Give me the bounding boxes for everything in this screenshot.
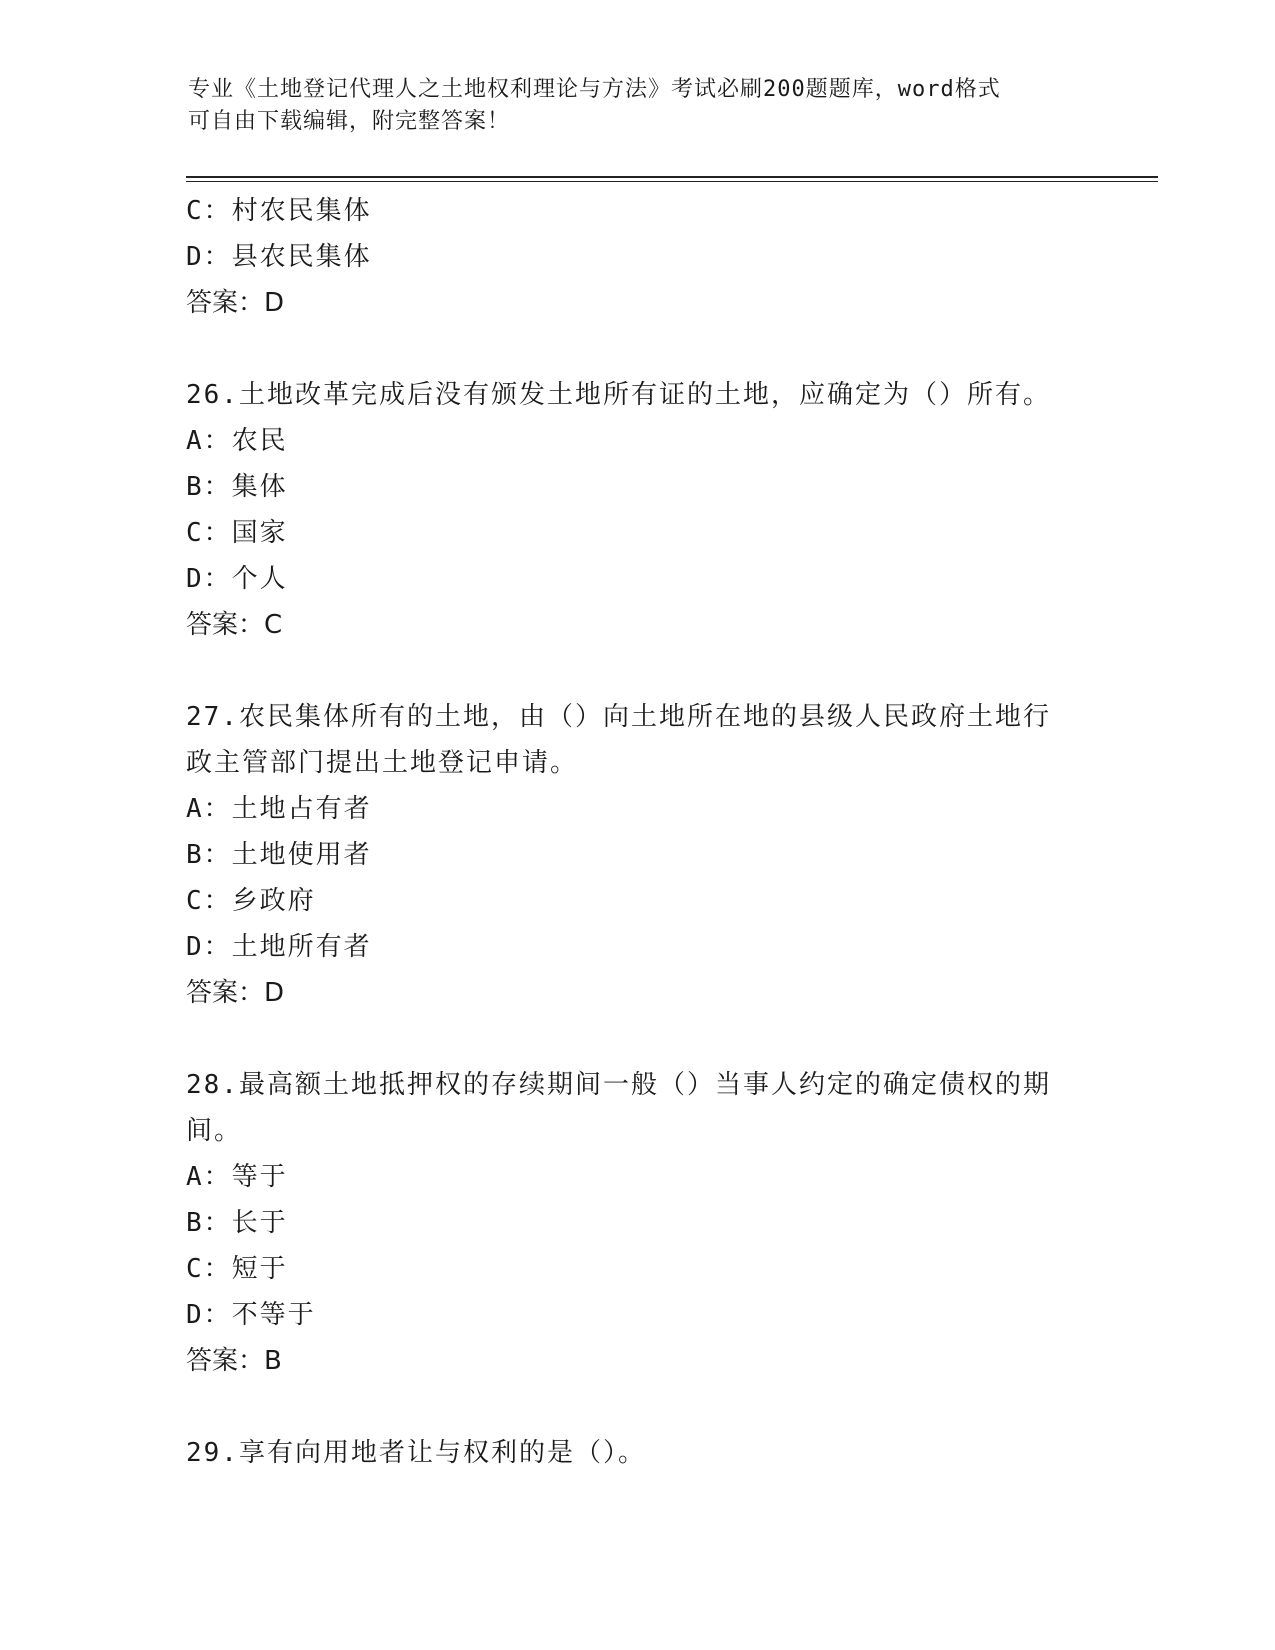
- question-stem: 29.享有向用地者让与权利的是（）。: [186, 1438, 646, 1468]
- question-stem-line-1: 27.农民集体所有的土地，由（）向土地所在地的县级人民政府土地行: [186, 702, 1051, 732]
- option-b: B：集体: [186, 472, 288, 502]
- option-c: C：国家: [186, 518, 288, 548]
- option-d: D：不等于: [186, 1300, 316, 1330]
- question-28: [186, 1062, 1086, 1384]
- header-line-2: 可自由下载编辑，附完整答案！: [188, 109, 511, 134]
- header-line-1: 专业《土地登记代理人之土地权利理论与方法》考试必刷200题题库，word格式: [188, 77, 1001, 102]
- answer-line: 答案：D: [186, 288, 285, 318]
- question-stem-line-2: 间。: [186, 1116, 243, 1146]
- option-a: A：土地占有者: [186, 794, 372, 824]
- question-27: [186, 694, 1086, 1016]
- option-b: B：长于: [186, 1208, 288, 1238]
- question-list: [186, 188, 1086, 1476]
- option-d: D：县农民集体: [186, 242, 372, 272]
- question-26: [186, 372, 1086, 648]
- option-c: C：村农民集体: [186, 196, 372, 226]
- option-d: D：土地所有者: [186, 932, 372, 962]
- question-stem-line-2: 政主管部门提出土地登记申请。: [186, 748, 579, 778]
- option-d: D：个人: [186, 564, 288, 594]
- header-rule-thick: [186, 176, 1158, 178]
- option-c: C：乡政府: [186, 886, 316, 916]
- question-stem: 26.土地改革完成后没有颁发土地所有证的土地，应确定为（）所有。: [186, 380, 1051, 410]
- option-a: A：农民: [186, 426, 288, 456]
- option-b: B：土地使用者: [186, 840, 372, 870]
- answer-line: 答案：C: [186, 610, 283, 640]
- option-a: A：等于: [186, 1162, 288, 1192]
- question-stem-line-1: 28.最高额土地抵押权的存续期间一般（）当事人约定的确定债权的期: [186, 1070, 1051, 1100]
- previous-question-tail: [186, 188, 1086, 326]
- header-rule-thin: [186, 181, 1158, 182]
- answer-line: 答案：B: [186, 1346, 282, 1376]
- answer-line: 答案：D: [186, 978, 285, 1008]
- question-29: [186, 1430, 1086, 1476]
- page-header: [188, 74, 1088, 138]
- option-c: C：短于: [186, 1254, 288, 1284]
